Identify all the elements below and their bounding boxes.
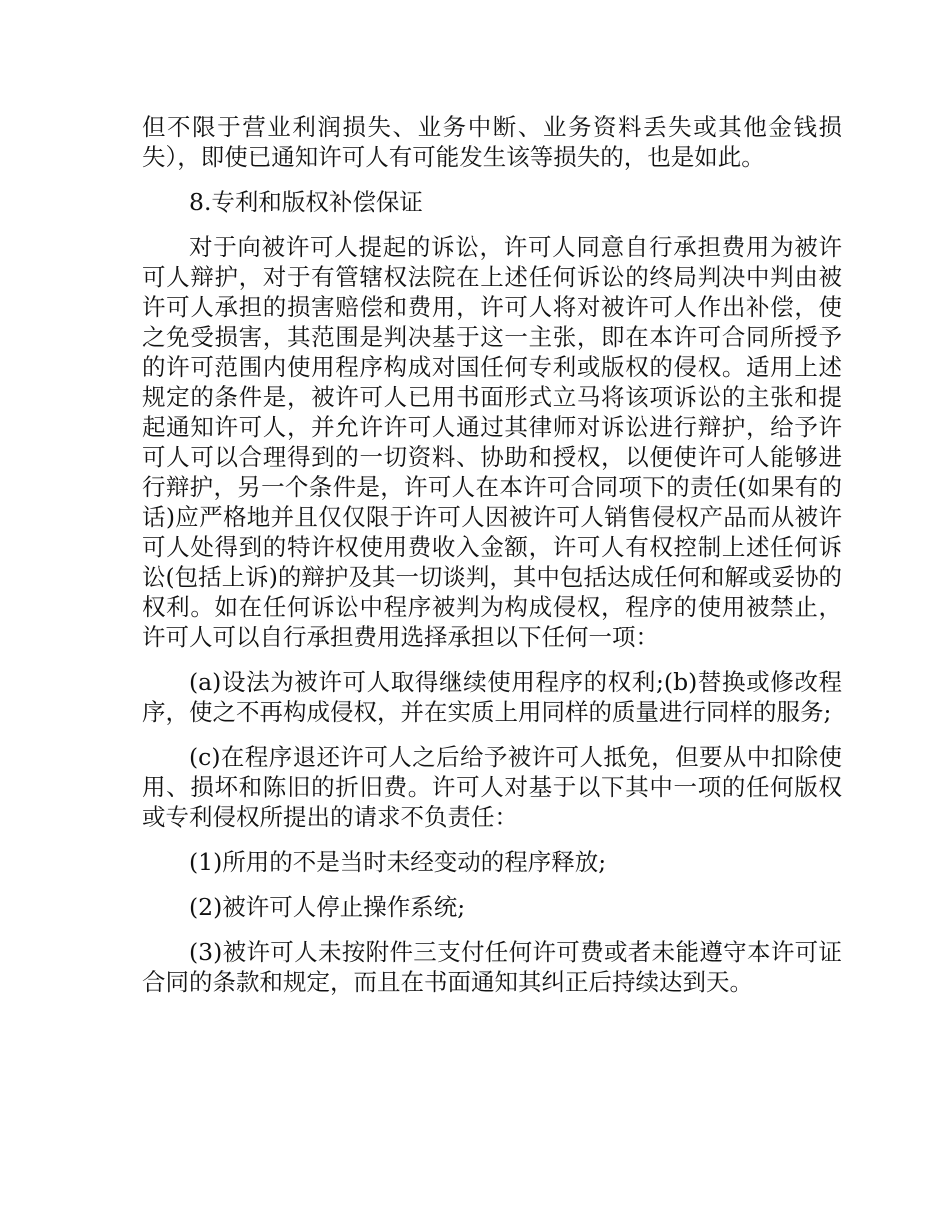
- paragraph-exclusion-3: (3)被许可人未按附件三支付任何许可费或者未能遵守本许可证合同的条款和规定，而且在书面通知其纠正后持续达到天。: [142, 938, 842, 996]
- paragraph-option-a-b: (a)设法为被许可人取得继续使用程序的权利;(b)替换或修改程序，使之不再构成侵权，并在实质上用同样的质量进行同样的服务;: [142, 668, 842, 726]
- document-page: [142, 112, 842, 1012]
- paragraph-continuation: 但不限于营业利润损失、业务中断、业务资料丢失或其他金钱损失），即使已通知许可人有可能发生该等损失的，也是如此。: [142, 113, 842, 171]
- paragraph-indemnity: 对于向被许可人提起的诉讼，许可人同意自行承担费用为被许可人辩护，对于有管辖权法院在上述任何诉讼的终局判决中判由被许可人承担的损害赔偿和费用，许可人将对被许可人作出补偿，使之免受损害，其范围是判决基于这一主张，即在本许可合同所授予的许可范围内使用程序构成对国任何专利或版权的侵权。适用上述规定的条件是，被许可人已用书面形式立马将该项诉讼的主张和提起通知许可人，并允许许可人通过其律师对诉讼进行辩护，给予许可人可以合理得到的一切资料、协助和授权，以便使许可人能够进行辩护，另一个条件是，许可人在本许可合同项下的责任(如果有的话)应严格地并且仅仅限于许可人因被许可人销售侵权产品而从被许可人处得到的特许权使用费收入金额，许可人有权控制上述任何诉讼(包括上诉)的辩护及其一切谈判，其中包括达成任何和解或妥协的权利。如在任何诉讼中程序被判为构成侵权，程序的使用被禁止，许可人可以自行承担费用选择承担以下任何一项：: [142, 233, 842, 651]
- paragraph-exclusion-2: (2)被许可人停止操作系统;: [189, 893, 466, 921]
- section-heading-patent-copyright: 8.专利和版权补偿保证: [189, 188, 423, 216]
- paragraph-option-c: (c)在程序退还许可人之后给予被许可人抵免，但要从中扣除使用、损坏和陈旧的折旧费。许可人对基于以下其中一项的任何版权或专利侵权所提出的请求不负责任：: [142, 743, 842, 831]
- paragraph-exclusion-1: (1)所用的不是当时未经变动的程序释放;: [189, 848, 607, 876]
